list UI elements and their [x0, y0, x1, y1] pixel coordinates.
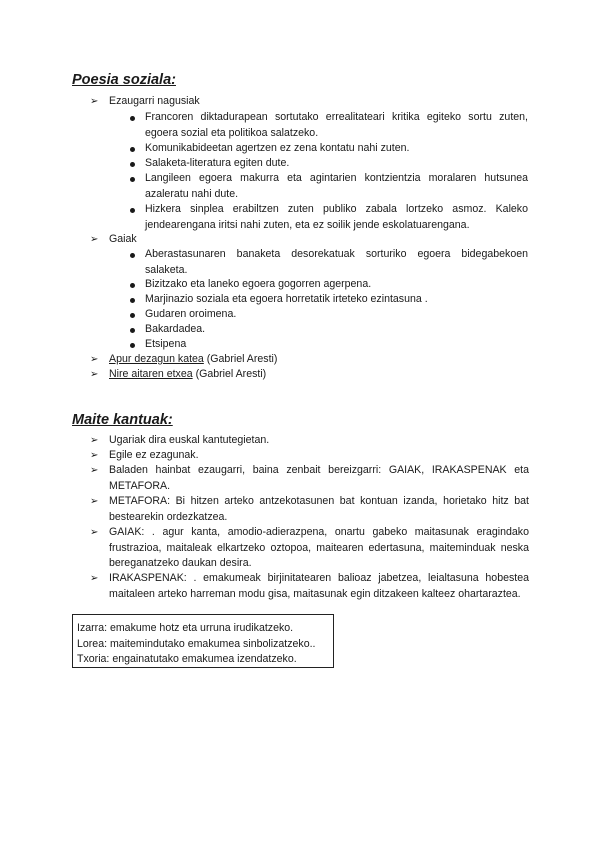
section-title-poesia-soziala: Poesia soziala:: [72, 72, 176, 88]
bullet-icon: [130, 208, 135, 213]
list-item-ezaugarriak: [90, 94, 529, 110]
list-item: ➢ Baladen hainbat ezaugarri, baina zenbait bereizgarri: GAIAK, IRAKASPENAK eta METAFORA.: [90, 464, 529, 492]
arrow-bullet-icon: ➢: [90, 527, 99, 538]
list-item: ➢ METAFORA: Bi hitzen arteko antzekotasunen bat kontuan izanda, horietako hitz bat bestearekin ordezkatzea.: [90, 495, 529, 523]
list-item: ➢ IRAKASPENAK: . emakumeak birjinitatearen balioaz jabetzea, leialtasuna hobestea maitaleen arteko harreman modu gisa, maitasunak egin ditzakeen kalteez ohartaraztea.: [90, 572, 529, 600]
list-item: Francoren diktadurapean sortutako errealitateari kritika egiteko sortu zuten, egoera sozial eta politikoa salatzeko.: [145, 110, 528, 141]
bullet-icon: [130, 298, 135, 303]
list-item: ➢ Egile ez ezagunak.: [109, 448, 529, 464]
work-item: [90, 352, 529, 368]
metaphor-box: [72, 614, 334, 668]
work-author: (Gabriel Aresti): [203, 353, 278, 365]
work-title-link[interactable]: Nire aitaren etxea: [109, 368, 193, 380]
list-item: Etsipena: [145, 337, 528, 353]
bullet-icon: [130, 147, 135, 152]
list-item-gaiak: [90, 232, 529, 248]
list-item-label: Gaiak: [109, 233, 137, 245]
list-item: Hizkera sinplea erabiltzen zuten publiko zabala lortzeko asmoz. Kaleko jendearengana iritsi nahi zuten, eta ez soilik jende eskolatuarengana.: [145, 202, 528, 233]
list-item: ➢ GAIAK: . agur kanta, amodio-adierazpena, onartu gabeko maitasunak eragindako frustrazioa, maitaleak elkartzeko oztopoa, maitearen edertasuna, maiteminduak neska bereganatzeko daukan desira.: [90, 526, 529, 569]
arrow-bullet-icon: ➢: [90, 369, 99, 380]
arrow-bullet-icon: ➢: [90, 496, 99, 507]
bullet-icon: [130, 253, 135, 258]
list-item: Salaketa-literatura egiten dute.: [145, 156, 528, 172]
list-item: Gudaren oroimena.: [145, 307, 528, 323]
arrow-bullet-icon: ➢: [90, 96, 99, 107]
bullet-icon: [130, 162, 135, 167]
arrow-bullet-icon: ➢: [90, 450, 99, 461]
bullet-icon: [130, 116, 135, 121]
work-title-link[interactable]: Apur dezagun katea: [109, 353, 204, 365]
list-item-label: Ezaugarri nagusiak: [109, 95, 200, 107]
list-item: ➢ Ugariak dira euskal kantutegietan.: [109, 433, 529, 449]
bullet-icon: [130, 343, 135, 348]
bullet-icon: [130, 328, 135, 333]
arrow-bullet-icon: ➢: [90, 573, 99, 584]
bullet-icon: [130, 283, 135, 288]
list-item: Bakardadea.: [145, 322, 528, 338]
arrow-bullet-icon: ➢: [90, 435, 99, 446]
list-item: Marjinazio soziala eta egoera horretatik irteteko ezintasuna .: [145, 292, 528, 308]
list-item: Aberastasunaren banaketa desorekatuak sorturiko egoera bidegabekoen salaketa.: [145, 247, 528, 278]
arrow-bullet-icon: ➢: [90, 354, 99, 365]
box-line: Lorea: maitemindutako emakumea sinbolizatzeko..: [77, 637, 316, 650]
work-item: [90, 367, 529, 383]
list-item: Komunikabideetan agertzen ez zena kontatu nahi zuten.: [145, 141, 528, 157]
work-author: (Gabriel Aresti): [192, 368, 267, 380]
bullet-icon: [130, 177, 135, 182]
arrow-bullet-icon: ➢: [90, 465, 99, 476]
list-item: Langileen egoera makurra eta agintarien kontzientzia moralaren hutsunea azaleratu nahi dute.: [145, 171, 528, 202]
box-line: Izarra: emakume hotz eta urruna irudikatzeko.: [77, 622, 294, 634]
list-item: Bizitzako eta laneko egoera gogorren agerpena.: [145, 277, 528, 293]
box-line: Txoria: engainatutako emakumea izendatzeko.: [77, 653, 297, 665]
section-title-maite-kantuak: Maite kantuak:: [72, 412, 173, 428]
arrow-bullet-icon: ➢: [90, 234, 99, 245]
bullet-icon: [130, 313, 135, 318]
